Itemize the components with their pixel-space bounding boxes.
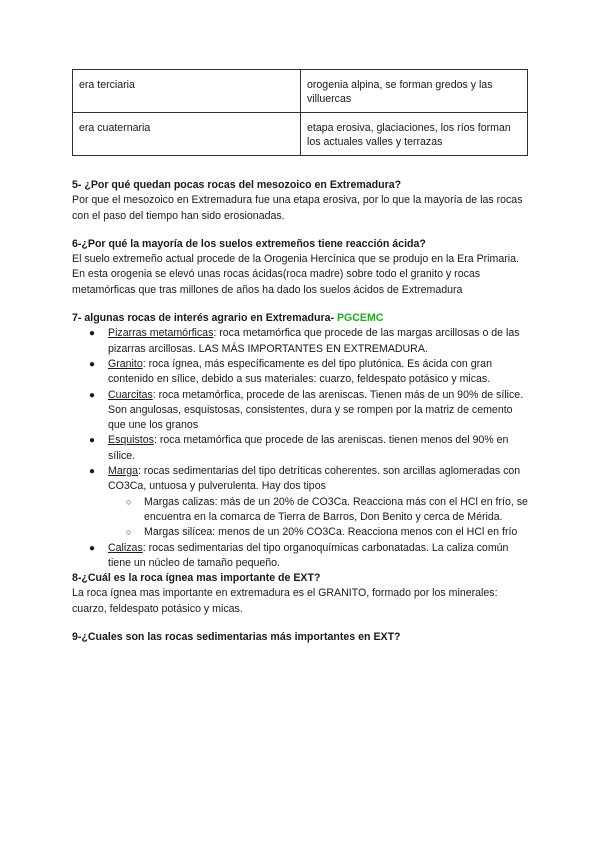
bullet-icon: ● bbox=[89, 435, 96, 447]
question-8-heading: 8-¿Cuál es la roca ígnea mas importante de EXT? bbox=[72, 572, 321, 585]
sub-list-item bbox=[108, 495, 532, 526]
sub-item-text: Margas silícea: menos de un 20% CO3Ca. Reacciona menos con el HCl en frío bbox=[144, 526, 518, 539]
era-cell: era terciaria bbox=[73, 70, 301, 113]
question-5-answer: Por que el mesozoico en Extremadura fue una etapa erosiva, por lo que la mayoría de las rocas con el paso del tiempo han sido erosionadas. bbox=[72, 194, 523, 222]
question-5-heading: 5- ¿Por qué quedan pocas rocas del mesozoico en Extremadura? bbox=[72, 179, 402, 191]
bullet-icon: ● bbox=[89, 358, 96, 370]
bullet-icon: ● bbox=[89, 389, 96, 401]
era-table bbox=[72, 69, 528, 156]
list-item bbox=[72, 433, 532, 464]
rock-term: Marga bbox=[108, 465, 139, 478]
document-body bbox=[72, 178, 532, 645]
event-cell: orogenia alpina, se forman gredos y las villuercas bbox=[301, 70, 528, 113]
rock-term: Cuarcitas bbox=[108, 388, 153, 401]
circle-bullet-icon: ○ bbox=[126, 496, 132, 507]
rock-description: : roca metamórfica, procede de las areniscas. Tienen más de un 90% de sílice. Son angulosas, esquistosas, consistentes, dura y se rompen por la matriz de cemento que une los granos bbox=[108, 388, 524, 432]
question-8-answer: La roca ígnea mas importante en extremadura es el GRANITO, formado por los minerales: cuarzo, feldespato potásico y micas. bbox=[72, 587, 498, 615]
rock-term: Granito bbox=[108, 357, 143, 370]
bullet-icon: ● bbox=[89, 542, 96, 554]
sub-list-item bbox=[108, 525, 532, 540]
question-7-heading bbox=[72, 311, 532, 326]
sub-item-text: Margas calizas: más de un 20% de CO3Ca. Reacciona más con el HCl en frío, se encuentra en la comarca de Tierra de Barros, Don Benito y cerca de Mérida. bbox=[144, 495, 528, 523]
list-item bbox=[72, 541, 532, 572]
rock-description: : roca metamórfica que procede de las margas arcillosas o de las pizarras arcillosas. LAS MÁS IMPORTANTES EN EXTREMADURA. bbox=[108, 327, 520, 355]
rock-description: : rocas sedimentarias del tipo detríticas coherentes. son arcillas aglomeradas con CO3Ca, untuosa y pulverulenta. Hay dos tipos bbox=[108, 465, 521, 493]
event-cell: etapa erosiva, glaciaciones, los ríos forman los actuales valles y terrazas bbox=[301, 113, 528, 156]
list-item bbox=[72, 326, 532, 357]
rock-description: : roca ígnea, más específicamente es del tipo plutónica. Es ácida con gran contenido en sílice, debido a sus materiales: cuarzo, feldespato potásico y micas. bbox=[108, 357, 492, 386]
question-6-answer: El suelo extremeño actual procede de la Orogenia Hercínica que se produjo en la Era Primaria. En esta orogenia se elevó unas rocas ácidas(roca madre) sobre todo el granito y rocas metamórficas que tras millones de años ha dado los suelos ácidos de Extremadura bbox=[72, 253, 519, 296]
table-row bbox=[73, 70, 528, 113]
rock-description: : roca metamórfica que procede de las areniscas. tienen menos del 90% en sílice. bbox=[108, 434, 509, 462]
rock-term: Calizas bbox=[108, 541, 143, 554]
question-6-heading: 6-¿Por qué la mayoría de los suelos extremeños tiene reacción ácida? bbox=[72, 237, 426, 250]
table-row bbox=[73, 113, 528, 156]
bullet-icon: ● bbox=[89, 466, 96, 478]
list-item bbox=[72, 464, 532, 540]
circle-bullet-icon: ○ bbox=[126, 527, 132, 538]
rock-term: Pizarras metamórficas bbox=[108, 327, 214, 340]
marga-sublist bbox=[108, 495, 532, 541]
list-item bbox=[72, 388, 532, 434]
question-7-title: 7- algunas rocas de interés agrario en Extremadura- bbox=[72, 312, 337, 325]
list-item bbox=[72, 357, 532, 388]
question-9-heading: 9-¿Cuales son las rocas sedimentarias más importantes en EXT? bbox=[72, 631, 401, 644]
era-cell: era cuaternaria bbox=[73, 113, 301, 156]
question-7-tag: PGCEMC bbox=[336, 312, 384, 325]
rock-list bbox=[72, 326, 532, 571]
rock-description: : rocas sedimentarias del tipo organoquímicas carbonatadas. La caliza común tiene un núcleo de tamaño pequeño. bbox=[108, 541, 509, 569]
bullet-icon: ● bbox=[89, 328, 96, 340]
rock-term: Esquistos bbox=[108, 434, 154, 447]
